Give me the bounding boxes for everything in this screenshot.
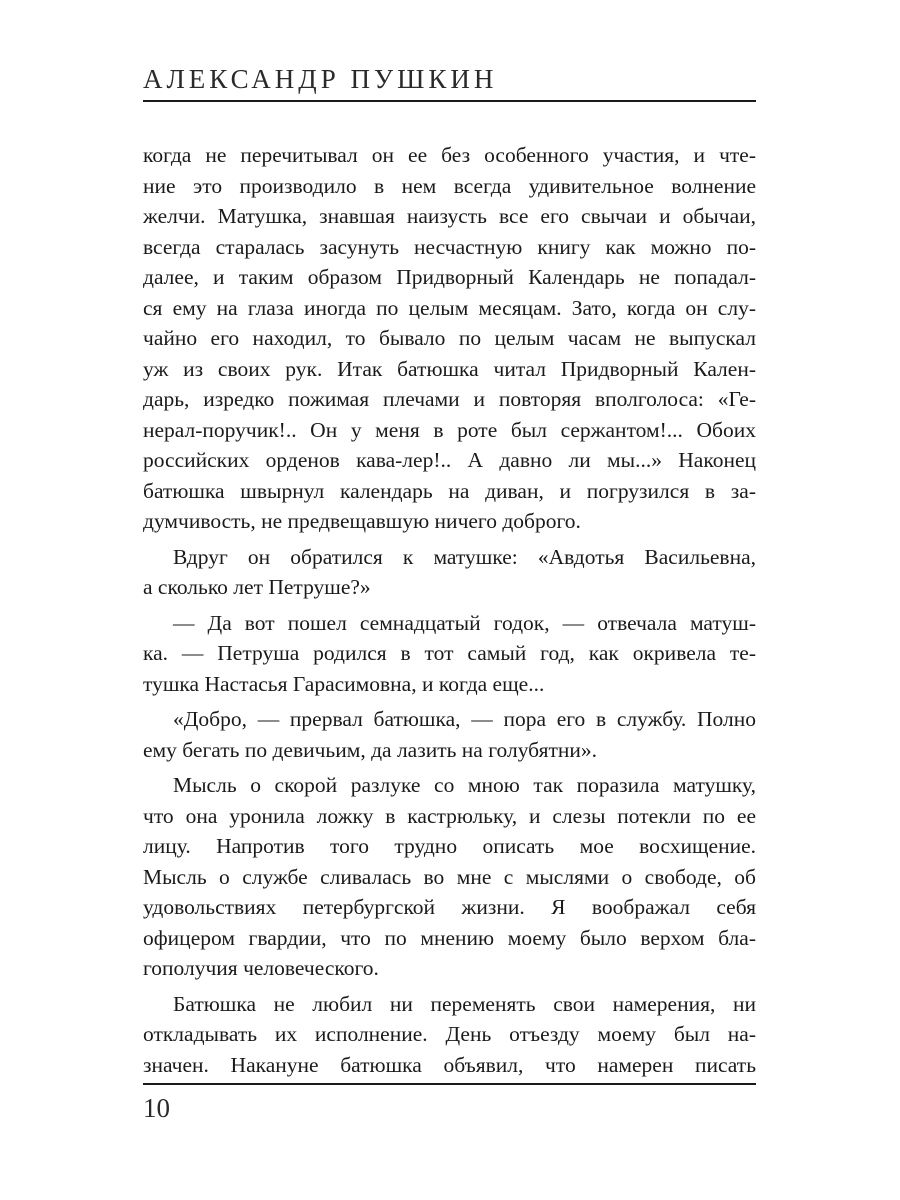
text-line: гополучия человеческого. (143, 956, 379, 980)
page-number: 10 (143, 1093, 170, 1123)
footer-rule (143, 1083, 756, 1085)
header-rule (143, 100, 756, 102)
text-line: чайно его находил, то бывало по целым часам не выпускал (143, 326, 756, 350)
text-line: дарь, изредко пожимая плечами и повторяя вполголоса: «Ге- (143, 387, 756, 411)
text-line: когда не перечитывал он ее без особенного участия, и чте- (143, 143, 756, 167)
text-line: Мысль о службе сливалась во мне с мыслями о свободе, об (143, 864, 756, 889)
text-line: лицу. Напротив того трудно описать мое восхищение. (143, 834, 756, 858)
text-line: Вдруг он обратился к матушке: «Авдотья Васильевна, (173, 544, 756, 569)
text-line: думчивость, не предвещавшую ничего доброго. (143, 509, 581, 533)
text-line: всегда старалась засунуть несчастную книгу как можно по- (143, 234, 756, 259)
text-line: откладывать их исполнение. День отъезду моему был на- (143, 1022, 756, 1046)
text-line: ему бегать по девичьим, да лазить на голубятни». (143, 737, 597, 762)
text-line: желчи. Матушка, знавшая наизусть все его свычаи и обычаи, (143, 204, 756, 228)
running-title: АЛЕКСАНДР ПУШКИН (143, 64, 498, 94)
text-line: далее, и таким образом Придворный Календарь не попадал- (143, 265, 756, 289)
text-line: нерал-поручик!.. Он у меня в роте был сержантом!... Обоих (143, 417, 756, 442)
text-line: Батюшка не любил ни переменять свои намерения, ни (173, 991, 756, 1016)
text-line: что она уронила ложку в кастрюльку, и слезы потекли по ее (143, 803, 756, 828)
text-line: «Добро, — прервал батюшка, — пора его в службу. Полно (173, 707, 756, 731)
text-line: офицером гвардии, что по мнению моему было верхом бла- (143, 925, 756, 950)
page-body (143, 140, 756, 1080)
text-line: батюшка швырнул календарь на диван, и погрузился в за- (143, 478, 756, 503)
text-line: Мысль о скорой разлуке со мною так поразила матушку, (173, 773, 756, 797)
text-line: ние это производило в нем всегда удивительное волнение (143, 173, 756, 198)
text-line: ка. — Петруша родился в тот самый год, как окривела те- (143, 641, 756, 665)
text-line: тушка Настасья Гарасимовна, и когда еще... (143, 671, 545, 696)
text-line: удовольствиях петербургской жизни. Я воображал себя (143, 895, 756, 919)
text-line: уж из своих рук. Итак батюшка читал Придворный Кален- (143, 356, 756, 381)
text-line: а сколько лет Петруше?» (143, 575, 371, 599)
text-line: ся ему на глаза иногда по целым месяцам. Зато, когда он слу- (143, 295, 756, 320)
text-line: — Да вот пошел семнадцатый годок, — отвечала матуш- (173, 610, 756, 635)
text-line: российских орденов кава-лер!.. А давно ли мы...» Наконец (143, 448, 756, 472)
text-line: значен. Накануне батюшка объявил, что намерен писать (143, 1052, 756, 1077)
